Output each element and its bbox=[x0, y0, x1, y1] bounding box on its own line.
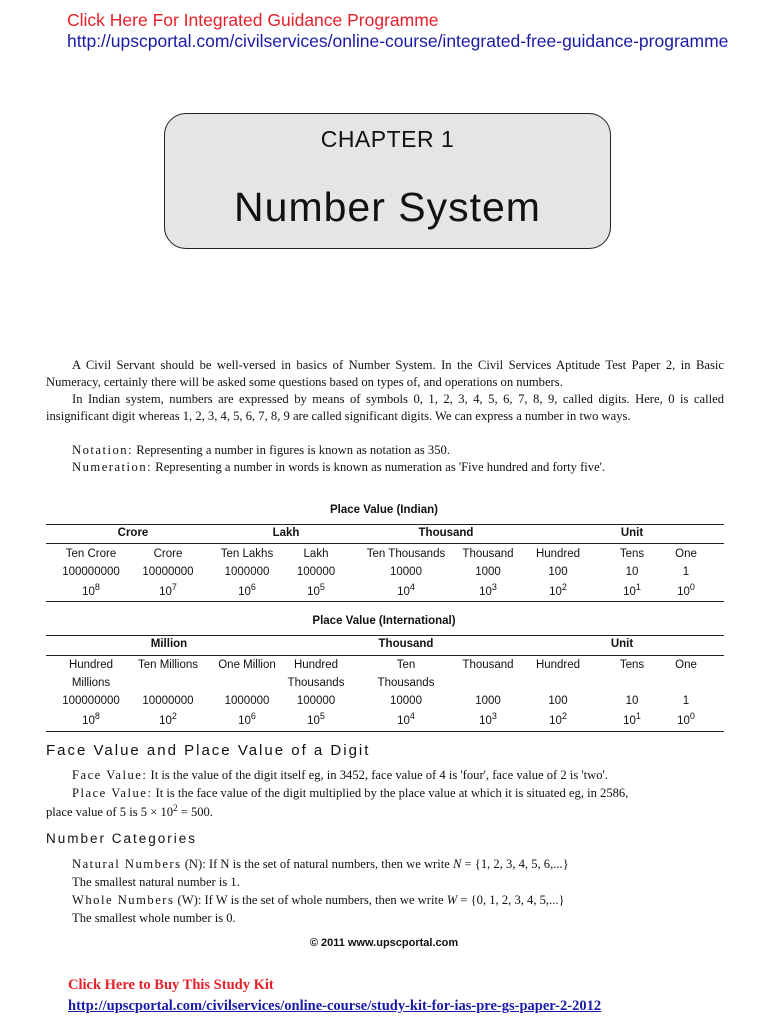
table-rule-top bbox=[46, 635, 724, 636]
power-base: 10 bbox=[307, 714, 320, 727]
power-base: 10 bbox=[549, 714, 562, 727]
place-power bbox=[641, 711, 731, 727]
power-exponent: 0 bbox=[689, 711, 695, 721]
place-name: Lakh bbox=[303, 548, 329, 560]
place-number: 1000000 bbox=[224, 566, 270, 578]
place-name: Tens bbox=[619, 548, 645, 560]
power-base: 10 bbox=[623, 585, 636, 598]
place-name-line2: Thousands bbox=[287, 677, 345, 689]
table-rule-top bbox=[46, 524, 724, 525]
group-header: Thousand bbox=[378, 638, 434, 650]
power-base: 10 bbox=[82, 714, 95, 727]
buy-study-kit-link[interactable]: Click Here to Buy This Study Kit bbox=[68, 977, 274, 993]
place-name: One bbox=[675, 548, 697, 560]
power-exponent: 2 bbox=[561, 711, 567, 721]
chapter-label: CHAPTER 1 bbox=[320, 126, 455, 152]
place-name: Thousand bbox=[462, 548, 514, 560]
place-value-text-2: place value of 5 is 5 × 10 bbox=[46, 805, 174, 820]
numeration-paragraph bbox=[46, 459, 724, 476]
group-header: Unit bbox=[620, 527, 644, 539]
power-exponent: 7 bbox=[171, 582, 177, 592]
power-exponent: 5 bbox=[319, 582, 325, 592]
group-header: Lakh bbox=[272, 527, 300, 539]
place-power bbox=[641, 582, 731, 598]
notation-term: Notation: bbox=[72, 443, 134, 457]
notation-text: Representing a number in figures is known as notation as 350. bbox=[133, 443, 450, 457]
whole-numbers-text: (W): If W is the set of whole numbers, then we write bbox=[174, 893, 447, 907]
place-power bbox=[123, 582, 213, 598]
power-exponent: 5 bbox=[319, 711, 325, 721]
place-name-line2: Millions bbox=[71, 677, 111, 689]
table-rule-bottom bbox=[46, 601, 724, 602]
place-number: 1000 bbox=[475, 566, 501, 578]
natural-smallest-line: The smallest natural number is 1. bbox=[72, 875, 240, 889]
power-base: 10 bbox=[479, 585, 492, 598]
place-number: 1 bbox=[682, 566, 690, 578]
place-value-text-1: It is the face value of the digit multiplied by the place value at which it is situated eg, in 2586, bbox=[152, 786, 629, 800]
place-number: 100000000 bbox=[62, 695, 120, 707]
intl-table-caption: Place Value (International) bbox=[312, 615, 456, 627]
power-base: 10 bbox=[397, 714, 410, 727]
natural-numbers-line bbox=[72, 857, 569, 872]
place-name: Hundred bbox=[293, 659, 339, 671]
place-power bbox=[271, 582, 361, 598]
power-exponent: 6 bbox=[250, 711, 256, 721]
power-exponent: 3 bbox=[491, 582, 497, 592]
power-base: 10 bbox=[397, 585, 410, 598]
power-base: 10 bbox=[159, 585, 172, 598]
place-name: Ten Crore bbox=[65, 548, 117, 560]
place-number: 10000 bbox=[390, 566, 422, 578]
place-number: 10000000 bbox=[142, 695, 194, 707]
intro-paragraph-2: In Indian system, numbers are expressed by means of symbols 0, 1, 2, 3, 4, 5, 6, 7, 8, 9, called digits. Here, 0 is called insignificant digit whereas 1, 2, 3, 4, 5, 6, 7, 8, 9 are called significant digits. We can express a number in two ways. bbox=[46, 392, 724, 423]
power-base: 10 bbox=[549, 585, 562, 598]
power-base: 10 bbox=[677, 585, 690, 598]
table-rule-bottom bbox=[46, 731, 724, 732]
place-number: 10000 bbox=[390, 695, 422, 707]
place-number: 10 bbox=[625, 566, 639, 578]
natural-numbers-var: N bbox=[452, 857, 462, 871]
power-exponent: 3 bbox=[491, 711, 497, 721]
power-exponent: 1 bbox=[635, 582, 641, 592]
place-value-exponent: 2 bbox=[173, 803, 178, 813]
intro-paragraph-1: A Civil Servant should be well-versed in basics of Number System. In the Civil Services Aptitude Test Paper 2, in Basic Numeracy, certainly there will be asked some questions based on types of, and operations on numbers. bbox=[46, 358, 724, 389]
natural-numbers-text: (N): If N is the set of natural numbers, then we write bbox=[181, 857, 453, 871]
numeration-text: Representing a number in words is known as numeration as 'Five hundred and forty five'. bbox=[152, 460, 606, 474]
place-name-line2: Thousands bbox=[377, 677, 435, 689]
indian-table-caption: Place Value (Indian) bbox=[329, 504, 438, 516]
place-name: One Million bbox=[218, 659, 276, 671]
place-value-term: Place Value: bbox=[72, 786, 153, 800]
power-exponent: 4 bbox=[409, 582, 415, 592]
table-rule-mid bbox=[46, 543, 724, 544]
power-exponent: 8 bbox=[94, 711, 100, 721]
place-value-line-1 bbox=[72, 786, 628, 801]
power-exponent: 0 bbox=[689, 582, 695, 592]
power-exponent: 1 bbox=[635, 711, 641, 721]
number-categories-heading: Number Categories bbox=[46, 831, 198, 846]
whole-numbers-set: = {0, 1, 2, 3, 4, 5,...} bbox=[457, 893, 565, 907]
power-base: 10 bbox=[238, 714, 251, 727]
place-power bbox=[271, 711, 361, 727]
natural-numbers-term: Natural Numbers bbox=[72, 857, 182, 871]
place-name: Thousand bbox=[462, 659, 514, 671]
place-name: Ten Millions bbox=[137, 659, 199, 671]
whole-numbers-term: Whole Numbers bbox=[72, 893, 175, 907]
place-name: Ten Lakhs bbox=[220, 548, 274, 560]
place-number: 100 bbox=[548, 695, 568, 707]
whole-smallest-line: The smallest whole number is 0. bbox=[72, 911, 236, 925]
place-number: 10000000 bbox=[142, 566, 194, 578]
whole-numbers-line bbox=[72, 893, 565, 908]
place-number: 1000 bbox=[475, 695, 501, 707]
place-name: Ten bbox=[396, 659, 416, 671]
numeration-term: Numeration: bbox=[72, 460, 153, 474]
power-exponent: 8 bbox=[94, 582, 100, 592]
place-name: Hundred bbox=[535, 548, 581, 560]
place-number: 10 bbox=[625, 695, 639, 707]
power-exponent: 6 bbox=[250, 582, 256, 592]
whole-numbers-var: W bbox=[446, 893, 458, 907]
power-exponent: 2 bbox=[171, 711, 177, 721]
power-base: 10 bbox=[238, 585, 251, 598]
table-rule-mid bbox=[46, 655, 724, 656]
face-value-line bbox=[72, 768, 608, 783]
power-base: 10 bbox=[479, 714, 492, 727]
group-header: Million bbox=[150, 638, 188, 650]
promo-url-link[interactable]: http://upscportal.com/civilservices/online-course/integrated-free-guidance-programme bbox=[67, 31, 729, 51]
place-value-text-3: = 500. bbox=[177, 805, 214, 820]
notation-paragraph bbox=[46, 442, 724, 459]
chapter-title-box bbox=[164, 113, 611, 249]
place-name: Hundred bbox=[535, 659, 581, 671]
place-name: Tens bbox=[619, 659, 645, 671]
promo-link[interactable]: Click Here For Integrated Guidance Programme bbox=[67, 10, 439, 30]
place-number: 100000000 bbox=[62, 566, 120, 578]
place-power bbox=[361, 582, 451, 598]
face-value-heading: Face Value and Place Value of a Digit bbox=[46, 742, 371, 759]
place-number: 100 bbox=[548, 566, 568, 578]
power-base: 10 bbox=[82, 585, 95, 598]
place-power bbox=[361, 711, 451, 727]
place-name: Crore bbox=[153, 548, 183, 560]
place-name: Hundred bbox=[68, 659, 114, 671]
power-base: 10 bbox=[307, 585, 320, 598]
place-value-line-2 bbox=[46, 803, 213, 820]
place-name: Ten Thousands bbox=[366, 548, 446, 560]
natural-numbers-set: = {1, 2, 3, 4, 5, 6,...} bbox=[461, 857, 569, 871]
place-number: 100000 bbox=[296, 695, 336, 707]
place-name: One bbox=[675, 659, 697, 671]
place-power bbox=[123, 711, 213, 727]
power-exponent: 4 bbox=[409, 711, 415, 721]
place-number: 1 bbox=[682, 695, 690, 707]
power-exponent: 2 bbox=[561, 582, 567, 592]
power-base: 10 bbox=[623, 714, 636, 727]
group-header: Thousand bbox=[418, 527, 474, 539]
copyright-footer: © 2011 www.upscportal.com bbox=[309, 937, 459, 949]
face-value-term: Face Value: bbox=[72, 768, 148, 782]
chapter-title: Number System bbox=[234, 184, 541, 230]
buy-study-kit-url-link[interactable]: http://upscportal.com/civilservices/online-course/study-kit-for-ias-pre-gs-paper-2-2012 bbox=[68, 998, 602, 1014]
face-value-text: It is the value of the digit itself eg, in 3452, face value of 4 is 'four', face value of 2 is 'two'. bbox=[147, 768, 608, 782]
place-number: 1000000 bbox=[224, 695, 270, 707]
power-base: 10 bbox=[159, 714, 172, 727]
group-header: Crore bbox=[117, 527, 149, 539]
power-base: 10 bbox=[677, 714, 690, 727]
place-number: 100000 bbox=[296, 566, 336, 578]
group-header: Unit bbox=[610, 638, 634, 650]
